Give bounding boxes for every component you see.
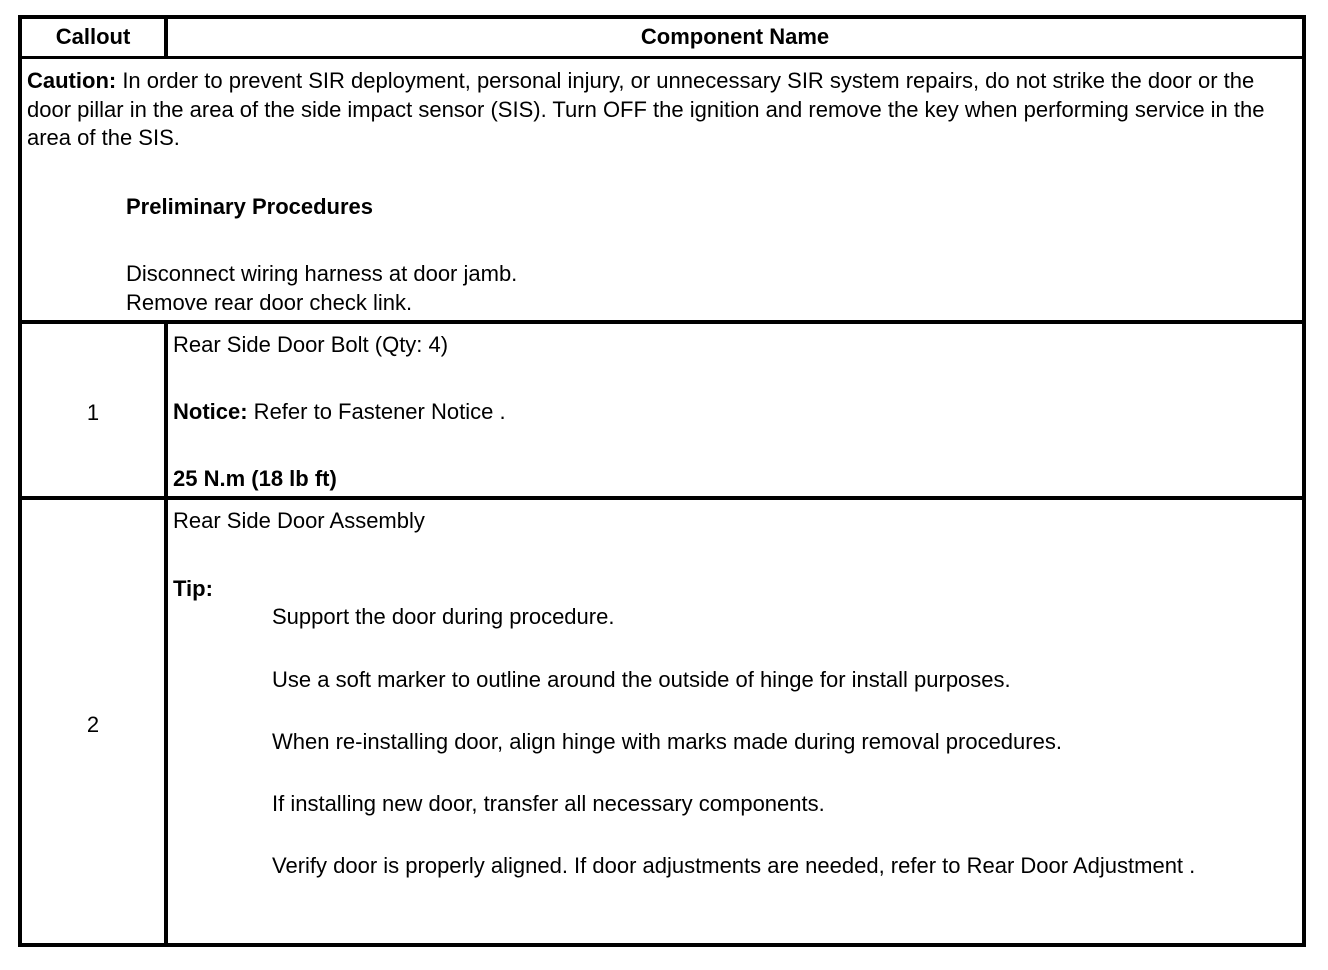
row1-component-name: Rear Side Door Bolt (Qty: 4) — [173, 332, 449, 357]
row2-tip-item: Use a soft marker to outline around the outside of hinge for install purposes. — [272, 667, 1011, 692]
row1-notice-text: Refer to Fastener Notice . — [247, 399, 506, 424]
row2-tip-item: Verify door is properly aligned. If door adjustments are needed, refer to Rear Door Adjustment . — [272, 853, 1196, 878]
row2-tip-label: Tip: — [173, 576, 213, 601]
caution-label: Caution: — [27, 68, 117, 93]
row1-column-divider — [164, 320, 168, 500]
preliminary-heading: Preliminary Procedures — [126, 194, 374, 219]
row2-tip-item: Support the door during procedure. — [272, 604, 615, 629]
preliminary-step: Remove rear door check link. — [126, 290, 413, 315]
header-divider — [22, 56, 1302, 59]
row1-divider — [22, 496, 1302, 500]
header-component-name: Component Name — [640, 24, 830, 49]
row2-tip-item: When re-installing door, align hinge with marks made during removal procedures. — [272, 729, 1062, 754]
row1-notice-label: Notice: — [173, 399, 248, 424]
row1-torque: 25 N.m (18 lb ft) — [173, 466, 337, 491]
caution-paragraph — [27, 67, 1301, 153]
row2-tip-item: If installing new door, transfer all necessary components. — [272, 791, 825, 816]
caution-text: In order to prevent SIR deployment, personal injury, or unnecessary SIR system repairs, do not strike the door or the door pillar in the area of the side impact sensor (SIS). Turn OFF the ignition and remove the key when performing service in the area of the SIS. — [27, 68, 1265, 150]
row2-callout: 2 — [86, 712, 100, 737]
row1-notice — [173, 398, 506, 426]
header-callout: Callout — [55, 24, 131, 49]
preliminary-step: Disconnect wiring harness at door jamb. — [126, 261, 518, 286]
caution-divider — [22, 320, 1302, 324]
component-table — [18, 15, 1306, 947]
row2-column-divider — [164, 496, 168, 947]
row1-callout: 1 — [86, 400, 100, 425]
row2-component-name: Rear Side Door Assembly — [173, 508, 425, 533]
